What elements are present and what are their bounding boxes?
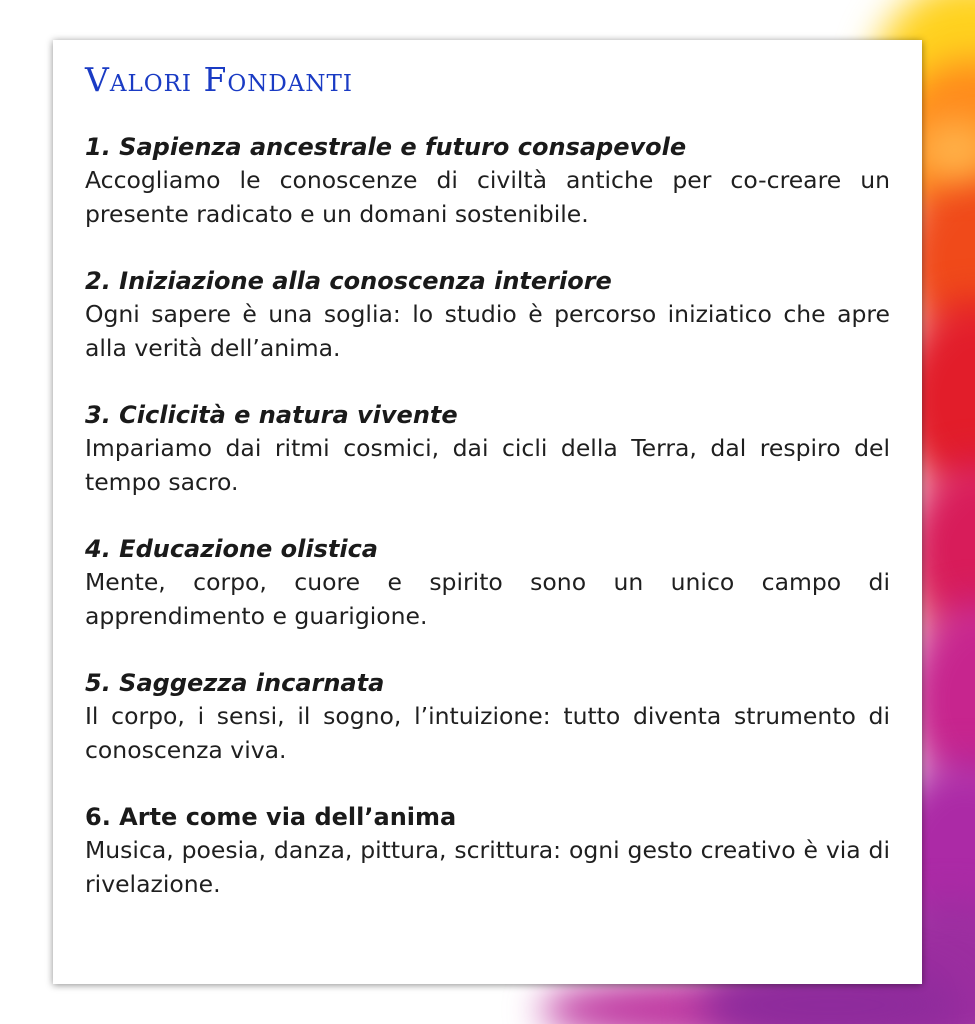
value-item-1 <box>85 131 890 231</box>
value-heading: 5. Saggezza incarnata <box>85 669 385 698</box>
value-heading: 4. Educazione olistica <box>85 535 379 564</box>
value-description: Mente, corpo, cuore e spirito sono un unico campo di apprendimento e guarigione. <box>85 568 890 631</box>
value-item-4 <box>85 533 890 633</box>
value-item-3 <box>85 399 890 499</box>
value-description: Impariamo dai ritmi cosmici, dai cicli della Terra, dal respiro del tempo sacro. <box>85 434 890 497</box>
value-heading: 1. Sapienza ancestrale e futuro consapevole <box>85 133 687 162</box>
value-description: Il corpo, i sensi, il sogno, l’intuizione: tutto diventa strumento di conoscenza viva. <box>85 702 890 765</box>
value-item-6 <box>85 801 890 901</box>
card-title: Valori Fondanti <box>85 60 353 99</box>
value-heading: 6. Arte come via dell’anima <box>85 803 457 832</box>
value-item-5 <box>85 667 890 767</box>
value-heading: 2. Iniziazione alla conoscenza interiore <box>85 267 612 296</box>
value-description: Accogliamo le conoscenze di civiltà antiche per co-creare un presente radicato e un domani sostenibile. <box>85 166 890 229</box>
value-description: Musica, poesia, danza, pittura, scrittura: ogni gesto creativo è via di rivelazione. <box>85 836 890 899</box>
value-heading: 3. Ciclicità e natura vivente <box>85 401 458 430</box>
values-card <box>53 40 922 984</box>
value-description: Ogni sapere è una soglia: lo studio è percorso iniziatico che apre alla verità dell’anima. <box>85 300 890 363</box>
value-item-2 <box>85 265 890 365</box>
